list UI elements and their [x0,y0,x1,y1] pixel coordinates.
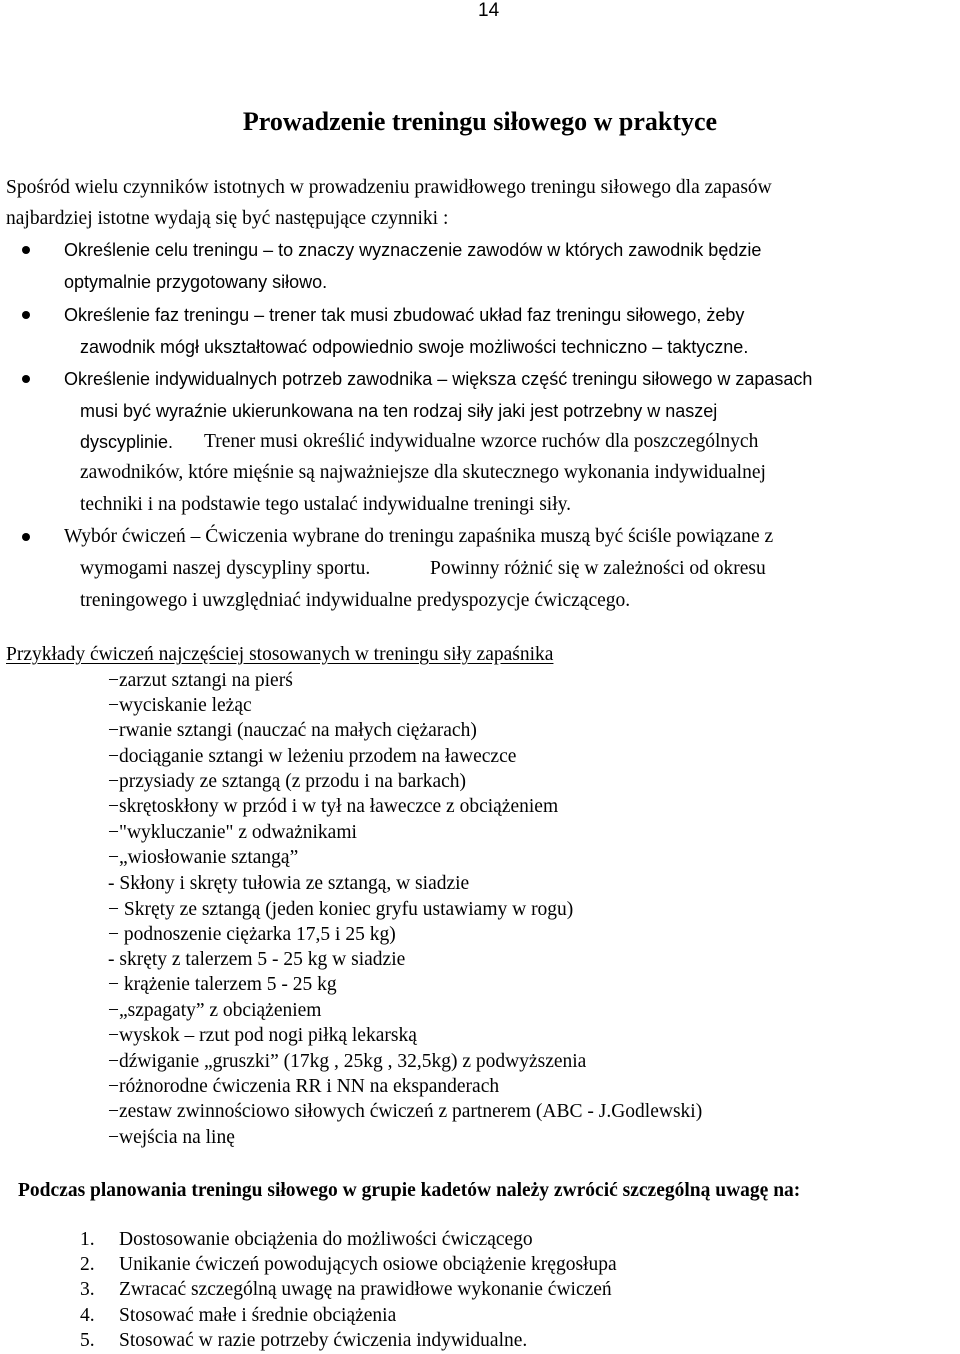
bullet-4-line-2b: Powinny różnić się w zależności od okresu [430,558,766,579]
planning-item-number: 3. [80,1279,95,1300]
planning-heading: Podczas planowania treningu siłowego w grupie kadetów należy zwrócić szczególną uwagę na: [18,1180,801,1201]
exercise-item: − krążenie talerzem 5 - 25 kg [108,974,337,995]
bullet-1-line-2: optymalnie przygotowany siłowo. [64,272,328,292]
bullet-dot [22,311,30,319]
exercise-item: −„wiosłowanie sztangą” [108,847,299,868]
exercise-item: −rwanie sztangi (nauczać na małych ciężarach) [108,720,477,741]
bullet-4-line-3: treningowego i uwzględniać indywidualne predyspozycje ćwiczącego. [80,590,631,611]
planning-item-number: 5. [80,1330,95,1351]
intro-line-2: najbardziej istotne wydają się być następujące czynniki : [6,208,449,229]
page-title: Prowadzenie treningu siłowego w praktyce [242,107,718,136]
bullet-1-line-1: Określenie celu treningu – to znaczy wyznaczenie zawodów w których zawodnik będzie [64,240,762,260]
planning-item-text: Dostosowanie obciążenia do możliwości ćwiczącego [119,1229,533,1250]
exercise-item: −zarzut sztangi na pierś [108,670,293,691]
exercise-item: - Skłony i skręty tułowia ze sztangą, w siadzie [108,873,470,894]
bullet-3-line-5: techniki i na podstawie tego ustalać indywidualne treningi siły. [80,494,571,515]
bullet-4-line-1: Wybór ćwiczeń – Ćwiczenia wybrane do treningu zapaśnika muszą być ściśle powiązane z [64,526,774,547]
bullet-3-line-3: dyscyplinie. [80,432,174,452]
exercise-item: − podnoszenie ciężarka 17,5 i 25 kg) [108,924,396,945]
planning-item-text: Stosować w razie potrzeby ćwiczenia indywidualne. [119,1330,528,1351]
bullet-dot [22,375,30,383]
page-number: 14 [478,0,500,21]
exercise-item: −dźwiganie „gruszki” (17kg , 25kg , 32,5kg) z podwyższenia [108,1051,587,1072]
exercise-item: − Skręty ze sztangą (jeden koniec gryfu ustawiamy w rogu) [108,899,574,920]
bullet-2-line-1: Określenie faz treningu – trener tak musi zbudować układ faz treningu siłowego, żeby [64,305,745,325]
exercise-item: - skręty z talerzem 5 - 25 kg w siadzie [108,949,406,970]
exercise-item: −"wykluczanie" z odważnikami [108,822,357,843]
exercise-item: −różnorodne ćwiczenia RR i NN na ekspanderach [108,1076,500,1097]
exercise-item: −przysiady ze sztangą (z przodu i na barkach) [108,771,467,792]
bullet-4-line-2: wymogami naszej dyscypliny sportu. [80,558,371,579]
exercise-item: −wejścia na linę [108,1127,235,1148]
bullet-dot [22,533,30,541]
planning-item-text: Unikanie ćwiczeń powodujących osiowe obciążenie kręgosłupa [119,1254,617,1275]
exercises-heading: Przykłady ćwiczeń najczęściej stosowanych w treningu siły zapaśnika [6,644,554,665]
exercise-item: −wyciskanie leżąc [108,695,252,716]
bullet-2-line-2: zawodnik mógł ukształtować odpowiednio swoje możliwości techniczno – taktyczne. [80,337,749,357]
bullet-3-line-1: Określenie indywidualnych potrzeb zawodnika – większa część treningu siłowego w zapasach [64,369,813,389]
exercise-item: −skrętoskłony w przód i w tył na ławeczce z obciążeniem [108,796,559,817]
exercise-item: −zestaw zwinnościowo siłowych ćwiczeń z partnerem (ABC - J.Godlewski) [108,1101,703,1122]
exercise-item: −wyskok – rzut pod nogi piłką lekarską [108,1025,417,1046]
planning-item-number: 1. [80,1229,95,1250]
exercise-item: −„szpagaty” z obciążeniem [108,1000,322,1021]
bullet-3-line-3b: Trener musi określić indywidualne wzorce ruchów dla poszczególnych [204,431,759,452]
intro-line-1: Spośród wielu czynników istotnych w prowadzeniu prawidłowego treningu siłowego dla zapasów [6,177,772,198]
exercise-item: −dociąganie sztangi w leżeniu przodem na ławeczce [108,746,517,767]
planning-item-text: Stosować małe i średnie obciążenia [119,1305,397,1326]
bullet-dot [22,246,30,254]
bullet-3-line-4: zawodników, które mięśnie są najważniejsze dla skutecznego wykonania indywidualnej [80,462,766,483]
bullet-3-line-2: musi być wyraźnie ukierunkowana na ten rodzaj siły jaki jest potrzebny w naszej [80,401,718,421]
planning-item-text: Zwracać szczególną uwagę na prawidłowe wykonanie ćwiczeń [119,1279,612,1300]
planning-item-number: 4. [80,1305,95,1326]
planning-item-number: 2. [80,1254,95,1275]
